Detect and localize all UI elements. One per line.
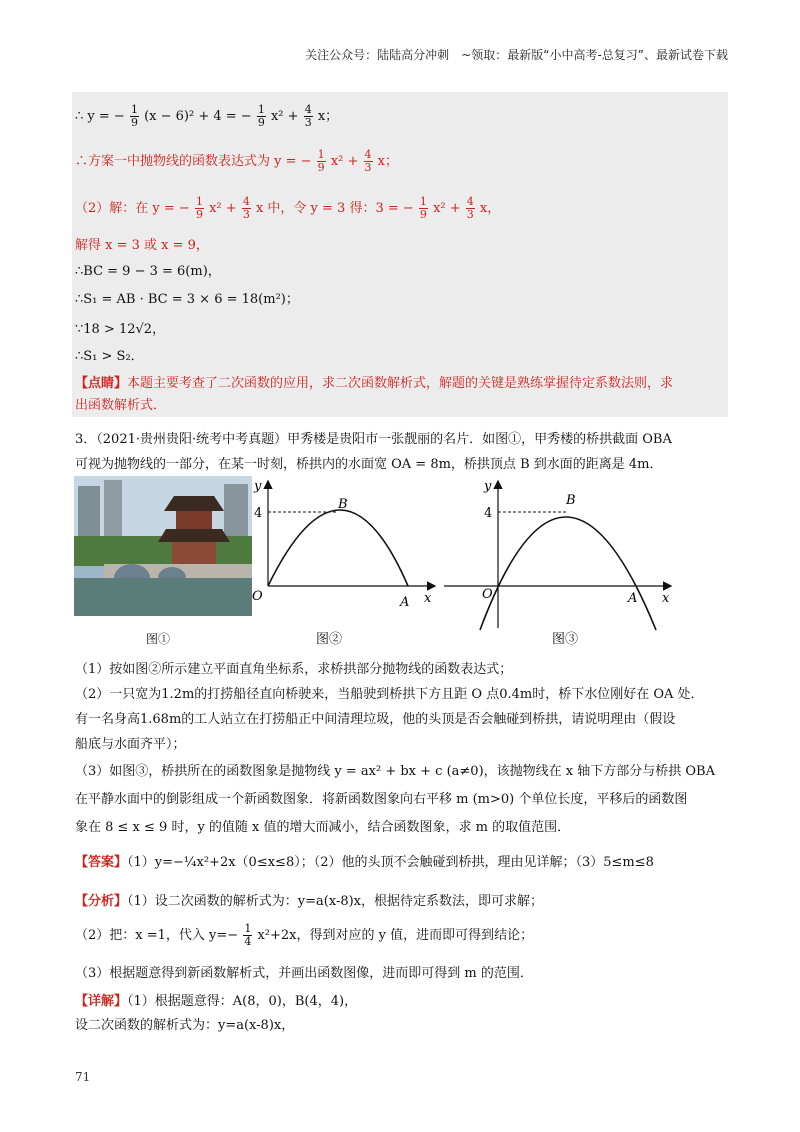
comment-tag: 【点睛】 (75, 376, 128, 391)
fraction: $\frac{1}{9}$ (195, 195, 203, 221)
problem-line-1: 3．（2021·贵州贵阳·统考中考真题）甲秀楼是贵阳市一张靓丽的名片．如图①，甲秀楼的桥拱截面 OBA (75, 432, 672, 447)
answer-line (75, 851, 654, 870)
y-label: y (254, 479, 262, 494)
part-3-line-1: （3）如图③，桥拱所在的函数图象是抛物线 y = ax² + bx + c (a≠0)，该抛物线在 x 轴下方部分与桥拱 OBA (75, 764, 715, 779)
fraction: $\frac{4}{3}$ (304, 103, 312, 129)
a-label: A (400, 595, 410, 610)
analysis-text: （1）设二次函数的解析式为：y=a(x-8)x，根据待定系数法，即可求解； (127, 894, 544, 909)
text: ∴方案一中抛物线的函数表达式为 y = − (75, 154, 312, 169)
fraction: $\frac{4}{3}$ (364, 148, 372, 174)
text: x； (317, 109, 339, 124)
part-3-line-3: 象在 8 ≤ x ≤ 9 时，y 的值随 x 值的增大而减小，结合函数图象，求 m 的取值范围． (75, 820, 571, 835)
text: x， (479, 201, 501, 216)
text: x 中，令 y = 3 得：3 = − (255, 201, 414, 216)
four-label: 4 (254, 506, 263, 521)
figure-2-caption: 图② (316, 632, 343, 647)
text: (x − 6)² + 4 = − (144, 109, 252, 124)
part-1: （1）按如图②所示建立平面直角坐标系，求桥拱部分抛物线的函数表达式； (75, 662, 513, 677)
four-label: 4 (484, 506, 493, 521)
solution-line-3 (75, 196, 500, 221)
parabola-curve (480, 517, 656, 630)
solution-line-5: ∴BC = 9 − 3 = 6(m)， (75, 264, 221, 279)
parabola-curve (268, 510, 408, 586)
figure-1-caption: 图① (146, 632, 171, 646)
text: （2）解：在 y = − (75, 201, 190, 216)
origin-label: O (252, 589, 263, 604)
figure-3-graph (444, 474, 674, 632)
detail-line-1 (75, 990, 357, 1009)
fraction: $\frac{4}{3}$ (466, 195, 474, 221)
x-label: x (662, 591, 670, 606)
solution-line-7: ∵18 > 12√2， (75, 322, 166, 337)
b-label: B (338, 497, 348, 512)
part-2-line-2: 有一名身高1.68m的工人站立在打捞船正中间清理垃圾，他的头顶是否会触碰到桥拱，请说明理由（假设 (75, 712, 676, 727)
comment-line-1 (75, 374, 673, 394)
comment-text: 本题主要考查了二次函数的应用，求二次函数解析式，解题的关键是熟练掌握待定系数法则，求 (127, 376, 674, 391)
a-label: A (628, 591, 638, 606)
b-label: B (566, 493, 576, 508)
analysis-line-1 (75, 890, 543, 909)
text: （2）把：x =1，代入 y=− (75, 928, 239, 943)
figure-3-caption: 图③ (552, 632, 579, 647)
text: x²+2x，得到对应的 y 值，进而即可得到结论； (257, 928, 534, 943)
solution-line-2 (75, 149, 398, 174)
detail-line-2: 设二次函数的解析式为：y=a(x-8)x， (75, 1018, 295, 1033)
figure-2-graph (250, 474, 450, 620)
text: x； (377, 154, 399, 169)
fraction: $\frac{1}{9}$ (317, 148, 325, 174)
solution-line-4: 解得 x = 3 或 x = 9， (75, 238, 209, 253)
text: x² + (209, 201, 237, 216)
text: x² + (270, 109, 299, 124)
page-number: 71 (75, 1070, 91, 1084)
text: x² + (330, 154, 359, 169)
y-label: y (484, 479, 492, 494)
solution-line-6: ∴S₁ = AB · BC = 3 × 6 = 18(m²)； (75, 292, 299, 307)
jiaxiu-tower-photo (74, 476, 252, 616)
x-label: x (424, 591, 432, 606)
part-3-line-2: 在平静水面中的倒影组成一个新函数图象．将新函数图象向右平移 m (m>0) 个单位长度，平移后的函数图 (75, 792, 688, 807)
detail-tag: 【详解】 (75, 994, 128, 1009)
solution-line-1 (75, 104, 338, 129)
solution-line-8: ∴S₁ > S₂． (75, 349, 144, 364)
comment-line-2: 出函数解析式． (75, 398, 167, 413)
problem-line-2: 可视为抛物线的一部分，在某一时刻，桥拱内的水面宽 OA = 8m，桥拱顶点 B 到水面的距离是 4m． (75, 457, 663, 472)
analysis-line-3: （3）根据题意得到新函数解析式，并画出函数图像，进而即可得到 m 的范围． (75, 966, 533, 981)
text: ∴ y = − (75, 109, 125, 124)
page-header: 关注公众号：陆陆高分冲刺 ~领取：最新版“小中高考-总复习”、最新试卷下载 (305, 48, 728, 62)
answer-text: （1）y=−¼x²+2x（0≤x≤8）；（2）他的头顶不会触碰到桥拱，理由见详解；（3）5≤m≤8 (127, 855, 654, 870)
part-2-line-1: （2）一只宽为1.2m的打捞船径直向桥驶来，当船驶到桥拱下方且距 O 点0.4m时，桥下水位刚好在 OA 处． (75, 687, 704, 702)
detail-text: （1）根据题意得：A(8，0)，B(4，4)， (127, 994, 358, 1009)
part-2-line-3: 船底与水面齐平）； (75, 737, 186, 752)
fraction: $\frac{1}{9}$ (130, 103, 138, 129)
fraction: $\frac{1}{9}$ (419, 195, 427, 221)
fraction: $\frac{1}{4}$ (244, 922, 252, 948)
analysis-tag: 【分析】 (75, 894, 128, 909)
fraction: $\frac{4}{3}$ (242, 195, 250, 221)
answer-tag: 【答案】 (75, 855, 128, 870)
fraction: $\frac{1}{9}$ (257, 103, 265, 129)
origin-label: O (482, 587, 493, 602)
analysis-line-2 (75, 923, 533, 948)
text: x² + (433, 201, 461, 216)
